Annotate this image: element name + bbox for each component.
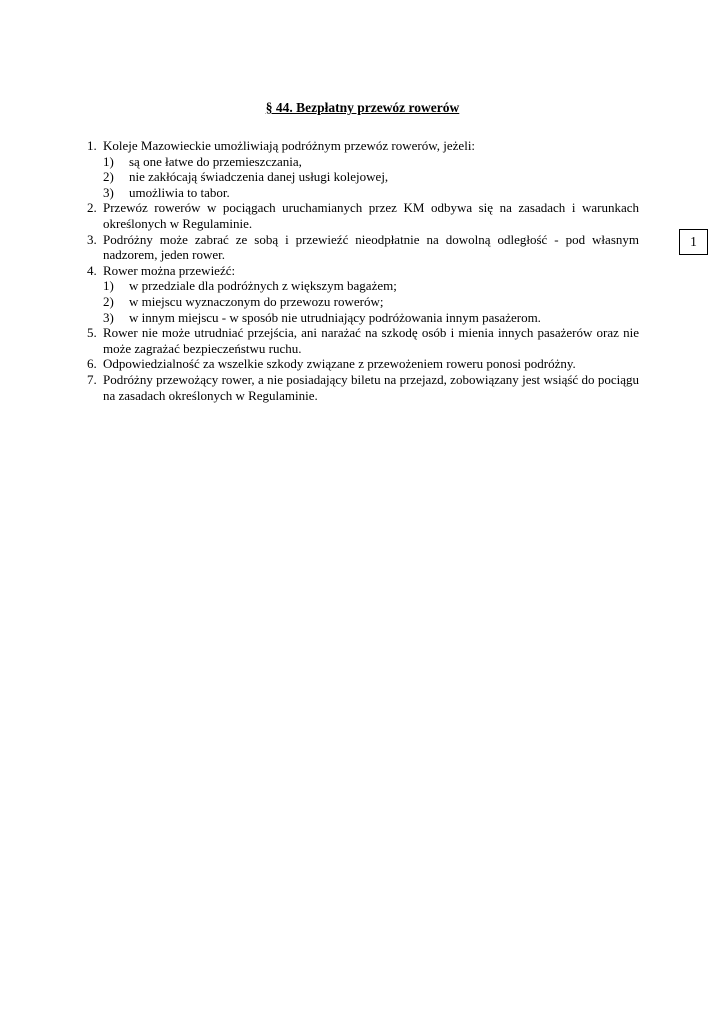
paragraph-number: 3.	[87, 231, 97, 247]
paragraph-text: Odpowiedzialność za wszelkie szkody związane z przewożeniem roweru ponosi podróżny.	[103, 356, 576, 372]
list-item-number: 1)	[103, 153, 114, 169]
list-item-text: w przedziale dla podróżnych z większym bagażem;	[129, 278, 397, 294]
paragraph-text: Rower nie może utrudniać przejścia, ani narażać na szkodę osób i mienia innych pasażerów oraz nie może zagrażać bezpieczeństwu ruchu.	[103, 325, 639, 356]
list-item-number: 3)	[103, 309, 114, 325]
list-item-text: są one łatwe do przemieszczania,	[129, 153, 302, 169]
paragraph-text: Rower można przewieźć:	[103, 262, 236, 278]
page-number: 1	[679, 229, 708, 255]
list-item-text: nie zakłócają świadczenia danej usługi kolejowej,	[129, 169, 389, 185]
list-item	[103, 169, 639, 185]
paragraph-5	[87, 325, 639, 356]
list-item-number: 2)	[103, 169, 114, 185]
paragraph-2	[87, 200, 639, 231]
paragraph-text: Koleje Mazowieckie umożliwiają podróżnym przewóz rowerów, jeżeli:	[103, 138, 476, 153]
paragraph-number: 1.	[87, 138, 97, 153]
paragraph-number: 6.	[87, 356, 97, 372]
list-item	[103, 278, 639, 294]
paragraph-number: 5.	[87, 325, 97, 341]
paragraph-4	[87, 263, 639, 325]
list-item-number: 2)	[103, 293, 114, 309]
document-body	[87, 138, 639, 403]
list-item-number: 3)	[103, 184, 114, 200]
paragraph-number: 4.	[87, 262, 97, 278]
list-item	[103, 154, 639, 170]
list-item-number: 1)	[103, 278, 114, 294]
list-item	[103, 185, 639, 201]
paragraph-1	[87, 138, 639, 200]
paragraph-text: Podróżny może zabrać ze sobą i przewieźć nieodpłatnie na dowolną odległość - pod własnym nadzorem, jeden rower.	[103, 231, 639, 263]
list-item-text: w innym miejscu - w sposób nie utrudniający podróżowania innym pasażerom.	[129, 309, 541, 325]
paragraph-text: Przewóz rowerów w pociągach uruchamianych przez KM odbywa się na zasadach i warunkach określonych w Regulaminie.	[103, 200, 639, 231]
paragraph-text: Podróżny przewożący rower, a nie posiadający biletu na przejazd, zobowiązany jest wsiąść do pociągu na zasadach określonych w Regulaminie.	[103, 371, 639, 403]
list-item	[103, 310, 639, 326]
paragraph-number: 2.	[87, 200, 97, 216]
paragraph-3	[87, 232, 639, 263]
page-title: § 44. Bezpłatny przewóz rowerów	[265, 100, 460, 115]
list-item-text: w miejscu wyznaczonym do przewozu rowerów;	[129, 293, 384, 309]
list-item-text: umożliwia to tabor.	[129, 184, 230, 200]
paragraph-number: 7.	[87, 371, 97, 387]
paragraph-6	[87, 356, 639, 372]
paragraph-7	[87, 372, 639, 403]
list-item	[103, 294, 639, 310]
